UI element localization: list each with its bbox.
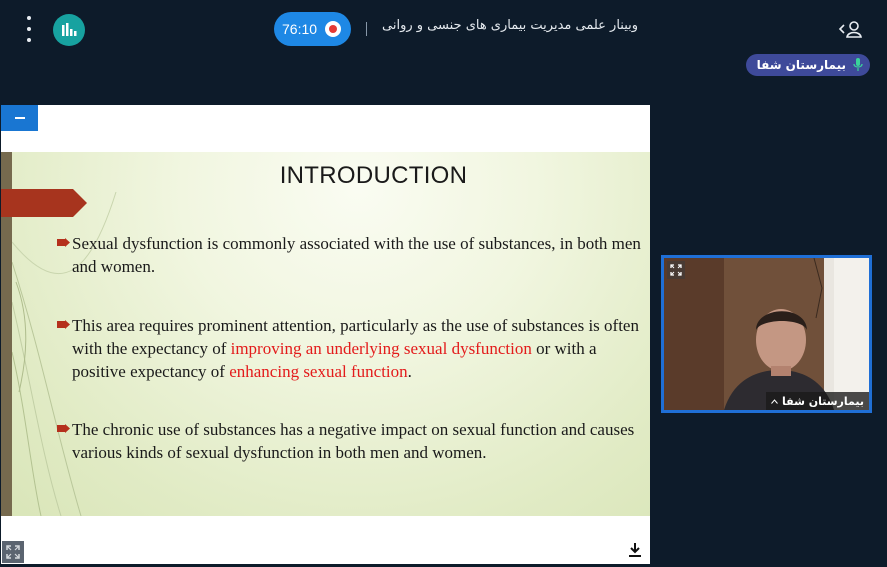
participant-video-tile[interactable] bbox=[661, 255, 872, 413]
bullet-text: . bbox=[407, 362, 412, 381]
bullet-arrow-icon bbox=[57, 320, 70, 329]
slide-bullet-3 bbox=[72, 418, 647, 464]
vertical-dots-icon[interactable] bbox=[20, 16, 38, 42]
caret-up-icon[interactable] bbox=[771, 399, 778, 404]
active-speaker-badge bbox=[746, 54, 870, 76]
bullet-arrow-icon bbox=[57, 238, 70, 247]
bullet-text: or with a positive expectancy of bbox=[72, 339, 597, 381]
minimize-button[interactable] bbox=[1, 105, 38, 131]
minus-icon bbox=[15, 117, 25, 119]
expand-icon bbox=[670, 264, 682, 276]
slide-title: INTRODUCTION bbox=[279, 162, 468, 189]
download-icon bbox=[627, 542, 643, 558]
presentation-viewer bbox=[1, 105, 650, 564]
slide bbox=[1, 152, 650, 516]
stats-button[interactable] bbox=[53, 14, 85, 46]
expand-icon bbox=[6, 545, 20, 559]
bullet-text: The chronic use of substances has a negative impact on sexual function and causes various kinds of sexual dysfunction in both men and women. bbox=[72, 420, 635, 462]
bullet-text: Sexual dysfunction is commonly associated with the use of substances, in both men and women. bbox=[72, 234, 641, 276]
participant-video bbox=[664, 258, 869, 410]
meeting-title: وبینار علمی مدیریت بیماری های جنسی و روانی bbox=[382, 18, 639, 33]
video-expand-button[interactable] bbox=[667, 261, 685, 279]
user-menu-button[interactable] bbox=[838, 18, 864, 40]
participant-name-label bbox=[766, 392, 869, 410]
bullet-highlight: enhancing sexual function bbox=[229, 362, 408, 381]
fullscreen-button[interactable] bbox=[2, 541, 24, 563]
slide-bullet-1 bbox=[72, 232, 647, 278]
speaker-name: بیمارستان شفا bbox=[756, 58, 846, 72]
bullet-highlight: improving an underlying sexual dysfunction bbox=[230, 339, 532, 358]
mic-icon bbox=[852, 58, 864, 72]
slide-arrow-shape bbox=[1, 189, 87, 217]
download-button[interactable] bbox=[627, 542, 643, 558]
bullet-arrow-icon bbox=[57, 424, 70, 433]
slide-bullet-2 bbox=[72, 314, 647, 383]
recording-timer[interactable] bbox=[274, 12, 351, 46]
recording-time: 76:10 bbox=[282, 21, 318, 37]
user-chevron-icon bbox=[838, 18, 864, 40]
record-icon bbox=[325, 21, 341, 37]
divider bbox=[366, 22, 367, 36]
bullet-text: This area requires prominent attention, particularly as the use of substances is often with the expectancy of bbox=[72, 316, 639, 358]
bar-chart-icon bbox=[60, 22, 78, 38]
participant-name: بیمارستان شفا bbox=[782, 394, 864, 408]
